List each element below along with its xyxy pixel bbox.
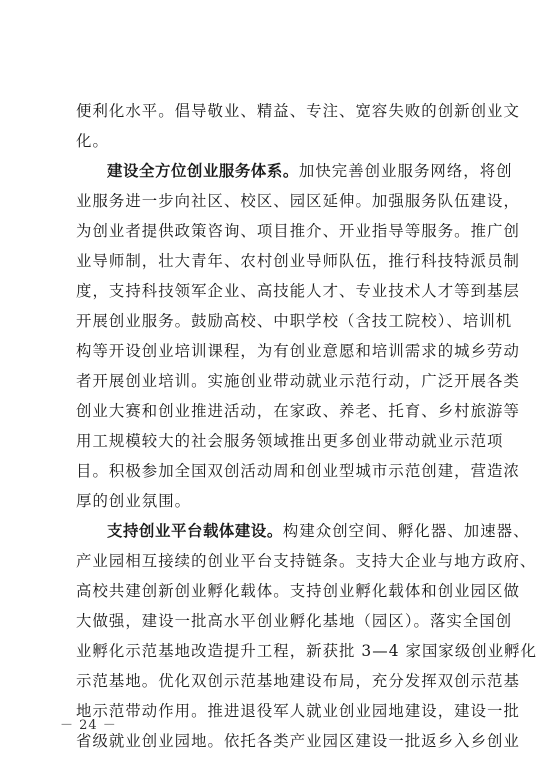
text-line: 化。 xyxy=(76,132,109,150)
text-line: 为创业者提供政策咨询、项目推介、开业指导等服务。推广创 xyxy=(76,222,520,240)
text-line: 开展创业服务。鼓励高校、中职学校（含技工院校）、培训机 xyxy=(76,312,513,330)
section-heading: 支持创业平台载体建设。 xyxy=(107,522,283,540)
text-line: 大做强，建设一批高水平创业孵化基地（园区）。落实全国创 xyxy=(76,612,513,630)
text-line: 业孵化示范基地改造提升工程，新获批 3—4 家国家级创业孵化 xyxy=(76,642,538,660)
text-line: 地示范带动作用。推进退役军人就业创业园地建设，建设一批 xyxy=(76,702,520,720)
text-line: 业服务进一步向社区、校区、园区延伸。加强服务队伍建设， xyxy=(76,192,520,210)
text-line: 者开展创业培训。实施创业带动就业示范行动，广泛开展各类 xyxy=(76,372,520,390)
text-line: 便利化水平。倡导敬业、精益、专注、宽容失败的创新创业文 xyxy=(76,102,520,120)
text-line: 高校共建创新创业孵化载体。支持创业孵化载体和创业园区做 xyxy=(76,582,520,600)
text-line: 业导师制，壮大青年、农村创业导师队伍，推行科技特派员制 xyxy=(76,252,520,270)
text-line: 产业园相互接续的创业平台支持链条。支持大企业与地方政府、 xyxy=(76,552,537,570)
section-heading: 建设全方位创业服务体系。 xyxy=(107,162,299,180)
text-line: 度，支持科技领军企业、高技能人才、专业技术人才等到基层 xyxy=(76,282,520,300)
text-line: 创业大赛和创业推进活动，在家政、养老、托育、乡村旅游等 xyxy=(76,402,520,420)
text-line: 用工规模较大的社会服务领域推出更多创业带动就业示范项 xyxy=(76,432,504,450)
paragraph-first-line xyxy=(76,516,530,546)
text-span: 加快完善创业服务网络，将创 xyxy=(298,162,513,180)
body-text xyxy=(76,96,538,756)
text-span: 构建众创空间、孵化器、加速器、 xyxy=(282,522,530,540)
text-line: 省级就业创业园地。依托各类产业园区建设一批返乡入乡创业 xyxy=(76,732,520,750)
text-line: 目。积极参加全国双创活动周和创业型城市示范创建，营造浓 xyxy=(76,462,520,480)
paragraph-first-line xyxy=(76,156,513,186)
text-line: 示范基地。优化双创示范基地建设布局，充分发挥双创示范基 xyxy=(76,672,520,690)
page-number: － 24 － xyxy=(60,718,117,733)
text-line: 厚的创业氛围。 xyxy=(76,492,192,510)
text-line: 构等开设创业培训课程，为有创业意愿和培训需求的城乡劳动 xyxy=(76,342,520,360)
